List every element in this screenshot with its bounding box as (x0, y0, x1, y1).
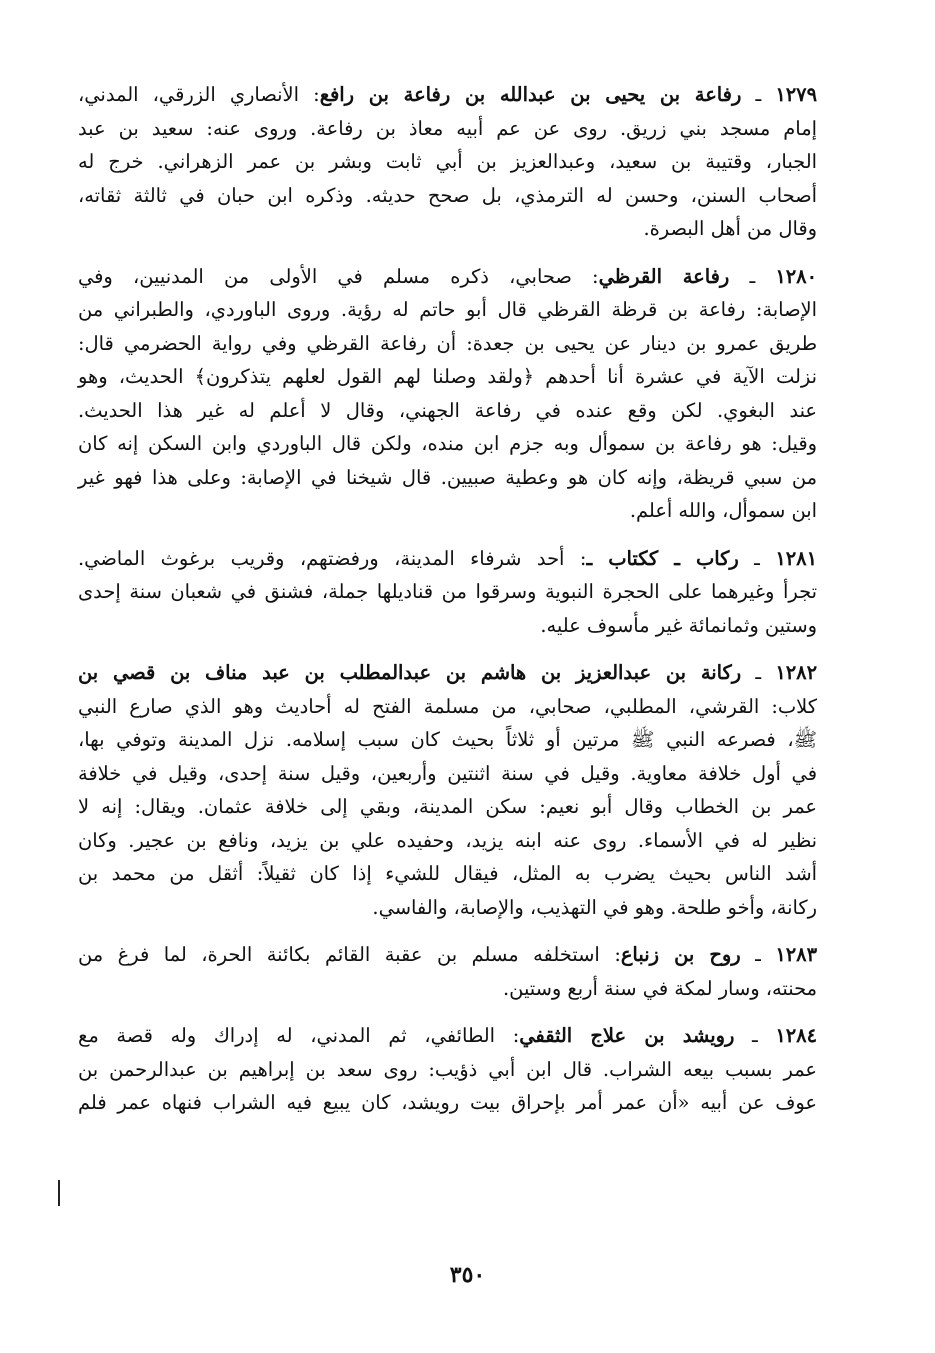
entry-number: ١٢٨٠ (775, 264, 818, 288)
page-number: ٣٥٠ (449, 1262, 486, 1288)
entry-line: إمام مسجد بني زريق. روى عن عم أبيه معاذ بن رفاعة. وروى عنه: سعيد بن عبد (78, 116, 817, 140)
entry-heading: رفاعة بن يحيى بن عبدالله بن رفاعة بن رافع (319, 83, 742, 106)
entry-text: : أحد شرفاء المدينة، ورفضتهم، وقريب برغوث الماضي. (78, 546, 587, 570)
entry-line: عند البغوي. لكن وقع عنده في رفاعة الجهني، وقال لا أعلم له غير هذا الحديث. (78, 398, 817, 422)
margin-mark (58, 1180, 60, 1206)
entry-line: وستين وثمانمائة غير مأسوف عليه. (540, 613, 817, 637)
entry-first-line: ١٢٨٤ ـ رويشد بن علاج الثقفي: الطائفي، ثم المدني، له إدراك وله قصة مع (78, 1024, 817, 1047)
entry-text: : الأنصاري الزرقي، المدني، (78, 83, 320, 106)
entry-heading: روح بن زنباع (620, 943, 741, 966)
entry-line: طريق عمرو بن دينار عن يحيى بن جعدة: أن رفاعة القرظي وفي رواية الحضرمي قال: (78, 331, 817, 355)
entry-line: الإصابة: رفاعة بن قرظة القرظي قال أبو حاتم له رؤية. وروى الباوردي، والطبراني من (78, 298, 817, 321)
entry-line: كلاب: القرشي، المطلبي، صحابي، من مسلمة الفتح له أحاديث وهو الذي صارع النبي (78, 694, 817, 718)
entry-line: ابن سموأل، والله أعلم. (629, 499, 817, 522)
entry-heading: ركانة بن عبدالعزيز بن هاشم بن عبدالمطلب بن عبد مناف بن قصي بن (78, 661, 742, 684)
entry-line: ركانة، وأخو طلحة. وهو في التهذيب، والإصابة، والفاسي. (372, 895, 817, 919)
entry-line: نزلت الآية في عشرة أنا أحدهم ﴿ولقد وصلنا لهم القول لعلهم يتذكرون﴾ الحديث، وهو (78, 365, 817, 388)
entry-number: ١٢٨٤ (775, 1024, 817, 1047)
entry-1283 (78, 938, 817, 1005)
entry-1281 (78, 542, 817, 643)
entry-line: وقال من أهل البصرة. (643, 217, 817, 240)
entry-line: نظير له في الأسماء. روى عنه ابنه يزيد، وحفيده علي بن يزيد، ونافع بن عجير. وكان (78, 828, 817, 852)
entry-number: ١٢٨٢ (775, 661, 817, 684)
entry-number: ١٢٧٩ (775, 83, 817, 106)
entry-first-line: ١٢٨٣ ـ روح بن زنباع: استخلفه مسلم بن عقبة القائم بكائنة الحرة، لما فرغ من (78, 943, 818, 966)
entry-heading: رفاعة القرظي (598, 264, 730, 288)
entry-number: ١٢٨٣ (775, 943, 818, 966)
entry-text: : صحابي، ذكره مسلم في الأولى من المدنيين، وفي (78, 264, 599, 288)
entry-line: وقيل: هو رفاعة بن سموأل وبه جزم ابن منده، ولكن قال الباوردي وابن السكن إنه كان (78, 432, 817, 455)
entry-line: من سبي قريظة، وإنه كان هو وعطية صبيين. قال شيخنا في الإصابة: وعلى هذا فهو غير (78, 465, 817, 489)
entry-heading: ركاب ـ ككتاب ـ (586, 546, 739, 570)
entry-first-line: ١٢٨١ ـ ركاب ـ ككتاب ـ: أحد شرفاء المدينة، ورفضتهم، وقريب برغوث الماضي. (78, 546, 817, 570)
entry-first-line: ١٢٨٠ ـ رفاعة القرظي: صحابي، ذكره مسلم في الأولى من المدنيين، وفي (78, 264, 818, 288)
entry-line: الجبار، وقتيبة بن سعيد، وعبدالعزيز بن أبي ثابت وبشر بن عمر الزهراني. خرج له (78, 150, 817, 173)
entry-text: : استخلفه مسلم بن عقبة القائم بكائنة الحرة، لما فرغ من (78, 943, 621, 966)
entry-line: ﷺ، فصرعه النبي ﷺ مرتين أو ثلاثاً بحيث كان سبب إسلامه. نزل المدينة وتوفي بها، (78, 728, 817, 751)
entry-first-line: ١٢٧٩ ـ رفاعة بن يحيى بن عبدالله بن رفاعة بن رافع: الأنصاري الزرقي، المدني، (78, 83, 817, 106)
entry-line: تجرأ وغيرهما على الحجرة النبوية وسرقوا من قناديلها جملة، فشنق في شعبان سنة إحدى (78, 580, 817, 603)
entry-1279 (78, 78, 817, 246)
entry-1282 (78, 656, 817, 924)
entry-line: أشد الناس بحيث يضرب به المثل، فيقال للشيء إذا كان ثقيلاً: أثقل من محمد بن (78, 862, 817, 885)
entry-line: عمر بسبب بيعه الشراب. قال ابن أبي ذؤيب: روى سعد بن إبراهيم بن عبدالرحمن بن (78, 1057, 817, 1081)
entry-line: محنته، وسار لمكة في سنة أربع وستين. (503, 976, 817, 1000)
entry-line: أصحاب السنن، وحسن له الترمذي، بل صحح حديثه. وذكره ابن حبان في ثالثة ثقاته، (78, 183, 817, 207)
entry-heading: رويشد بن علاج الثقفي (519, 1024, 735, 1047)
entry-line: عوف عن أبيه «أن عمر أمر بإحراق بيت رويشد، كان يبيع فيه الشراب فنهاه عمر فلم (78, 1091, 817, 1114)
entry-line: عمر بن الخطاب وقال أبو نعيم: سكن المدينة، وبقي إلى خلافة عثمان. ويقال: إنه لا (78, 795, 817, 818)
entry-1280 (78, 260, 817, 528)
entry-line: في أول خلافة معاوية. وقيل في سنة اثنتين وأربعين، وقيل سنة إحدى، وقيل في خلافة (78, 761, 817, 785)
entry-text: : الطائفي، ثم المدني، له إدراك وله قصة مع (78, 1024, 520, 1047)
entry-first-line: ١٢٨٢ ـ ركانة بن عبدالعزيز بن هاشم بن عبدالمطلب بن عبد مناف بن قصي بن (78, 661, 817, 684)
entry-1284 (78, 1019, 817, 1120)
entry-number: ١٢٨١ (775, 546, 817, 570)
